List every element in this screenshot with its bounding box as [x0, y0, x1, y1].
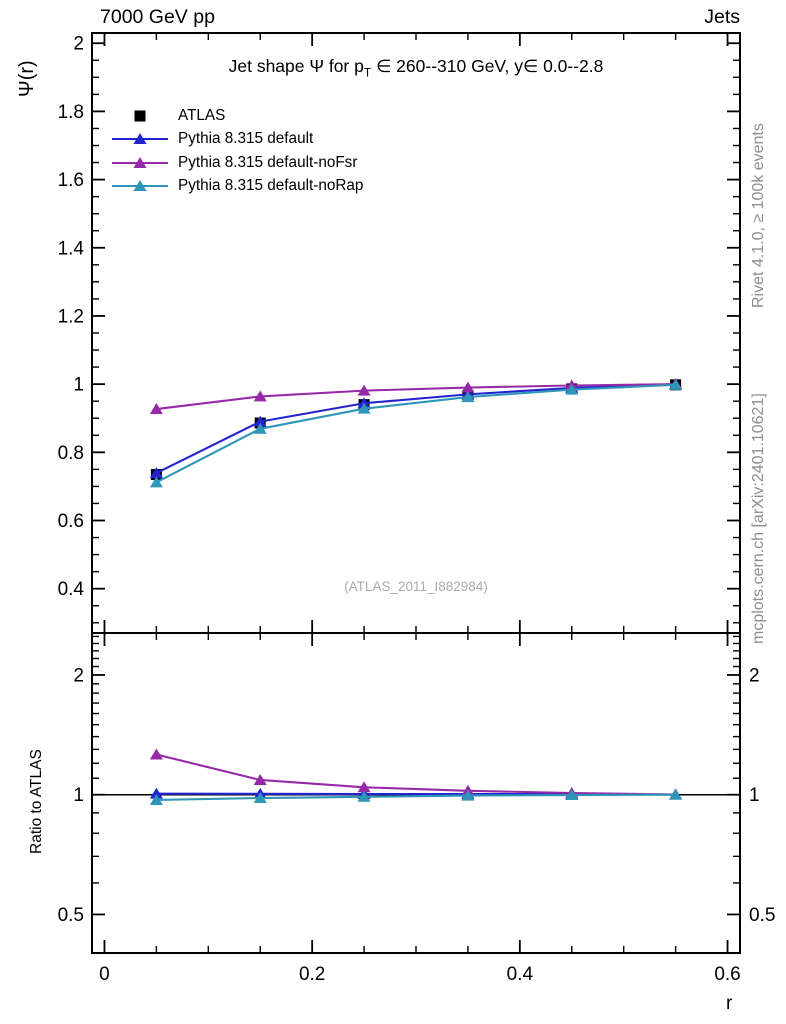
y-tick-label: 1	[73, 374, 84, 396]
legend-item	[112, 128, 363, 152]
legend-label: Pythia 8.315 default	[178, 130, 314, 148]
analysis-id-watermark: (ATLAS_2011_I882984)	[344, 579, 488, 594]
plot-title-prefix: Jet shape Ψ for p	[228, 56, 364, 76]
y-tick-label: 2	[73, 33, 84, 55]
y-tick-label: 0.8	[57, 442, 84, 464]
legend	[112, 104, 363, 198]
legend-label: ATLAS	[178, 106, 226, 124]
ratio-marker	[150, 749, 163, 760]
ratio-tick-label: 1	[749, 785, 760, 807]
legend-item	[112, 151, 363, 175]
mcplots-reference-note: mcplots.cern.ch [arXiv:2401.10621]	[750, 393, 767, 644]
y-tick-label: 1.2	[57, 306, 84, 328]
legend-line-triangle-icon	[112, 131, 168, 147]
ratio-tick-label: 0.5	[57, 904, 84, 926]
legend-item	[112, 104, 363, 128]
plot-title-subscript: T	[363, 65, 372, 80]
legend-square-marker-icon	[112, 108, 168, 124]
ratio-tick-label: 1	[73, 785, 84, 807]
y-tick-label: 0.4	[57, 579, 84, 601]
legend-item	[112, 175, 363, 199]
y-tick-label: 0.6	[57, 511, 84, 532]
header-beam-energy: 7000 GeV pp	[100, 6, 215, 28]
legend-label: Pythia 8.315 default-noFsr	[178, 153, 358, 171]
y-tick-label: 1.8	[57, 101, 84, 123]
rivet-version-note: Rivet 4.1.0, ≥ 100k events	[750, 123, 767, 308]
x-axis-label: r	[726, 993, 733, 1014]
ratio-line-pythia-8-315-default-nofsr	[156, 755, 675, 795]
x-tick-label: 0.6	[714, 964, 741, 985]
x-tick-label: 0.4	[506, 964, 534, 985]
ratio-tick-label: 0.5	[749, 904, 776, 926]
y-tick-label: 1.4	[57, 238, 84, 260]
y-axis-label-main: Ψ(r)	[16, 60, 38, 97]
legend-label: Pythia 8.315 default-noRap	[178, 177, 364, 195]
plot-title	[92, 56, 740, 80]
ratio-tick-label: 2	[73, 665, 84, 687]
ratio-tick-label: 2	[749, 665, 760, 687]
y-tick-label: 1.6	[57, 170, 84, 192]
plot-title-suffix: ∈ 260--310 GeV, y∈ 0.0--2.8	[371, 56, 604, 76]
header-analysis-group: Jets	[704, 6, 740, 28]
series-line-pythia-8-315-default	[156, 384, 675, 473]
ratio-line-pythia-8-315-default-norap	[156, 795, 675, 800]
x-tick-label: 0.2	[298, 964, 326, 985]
legend-line-triangle-icon	[112, 178, 168, 194]
legend-line-triangle-icon	[112, 155, 168, 171]
x-tick-label: 0	[99, 964, 110, 985]
y-axis-label-ratio: Ratio to ATLAS	[28, 749, 45, 854]
